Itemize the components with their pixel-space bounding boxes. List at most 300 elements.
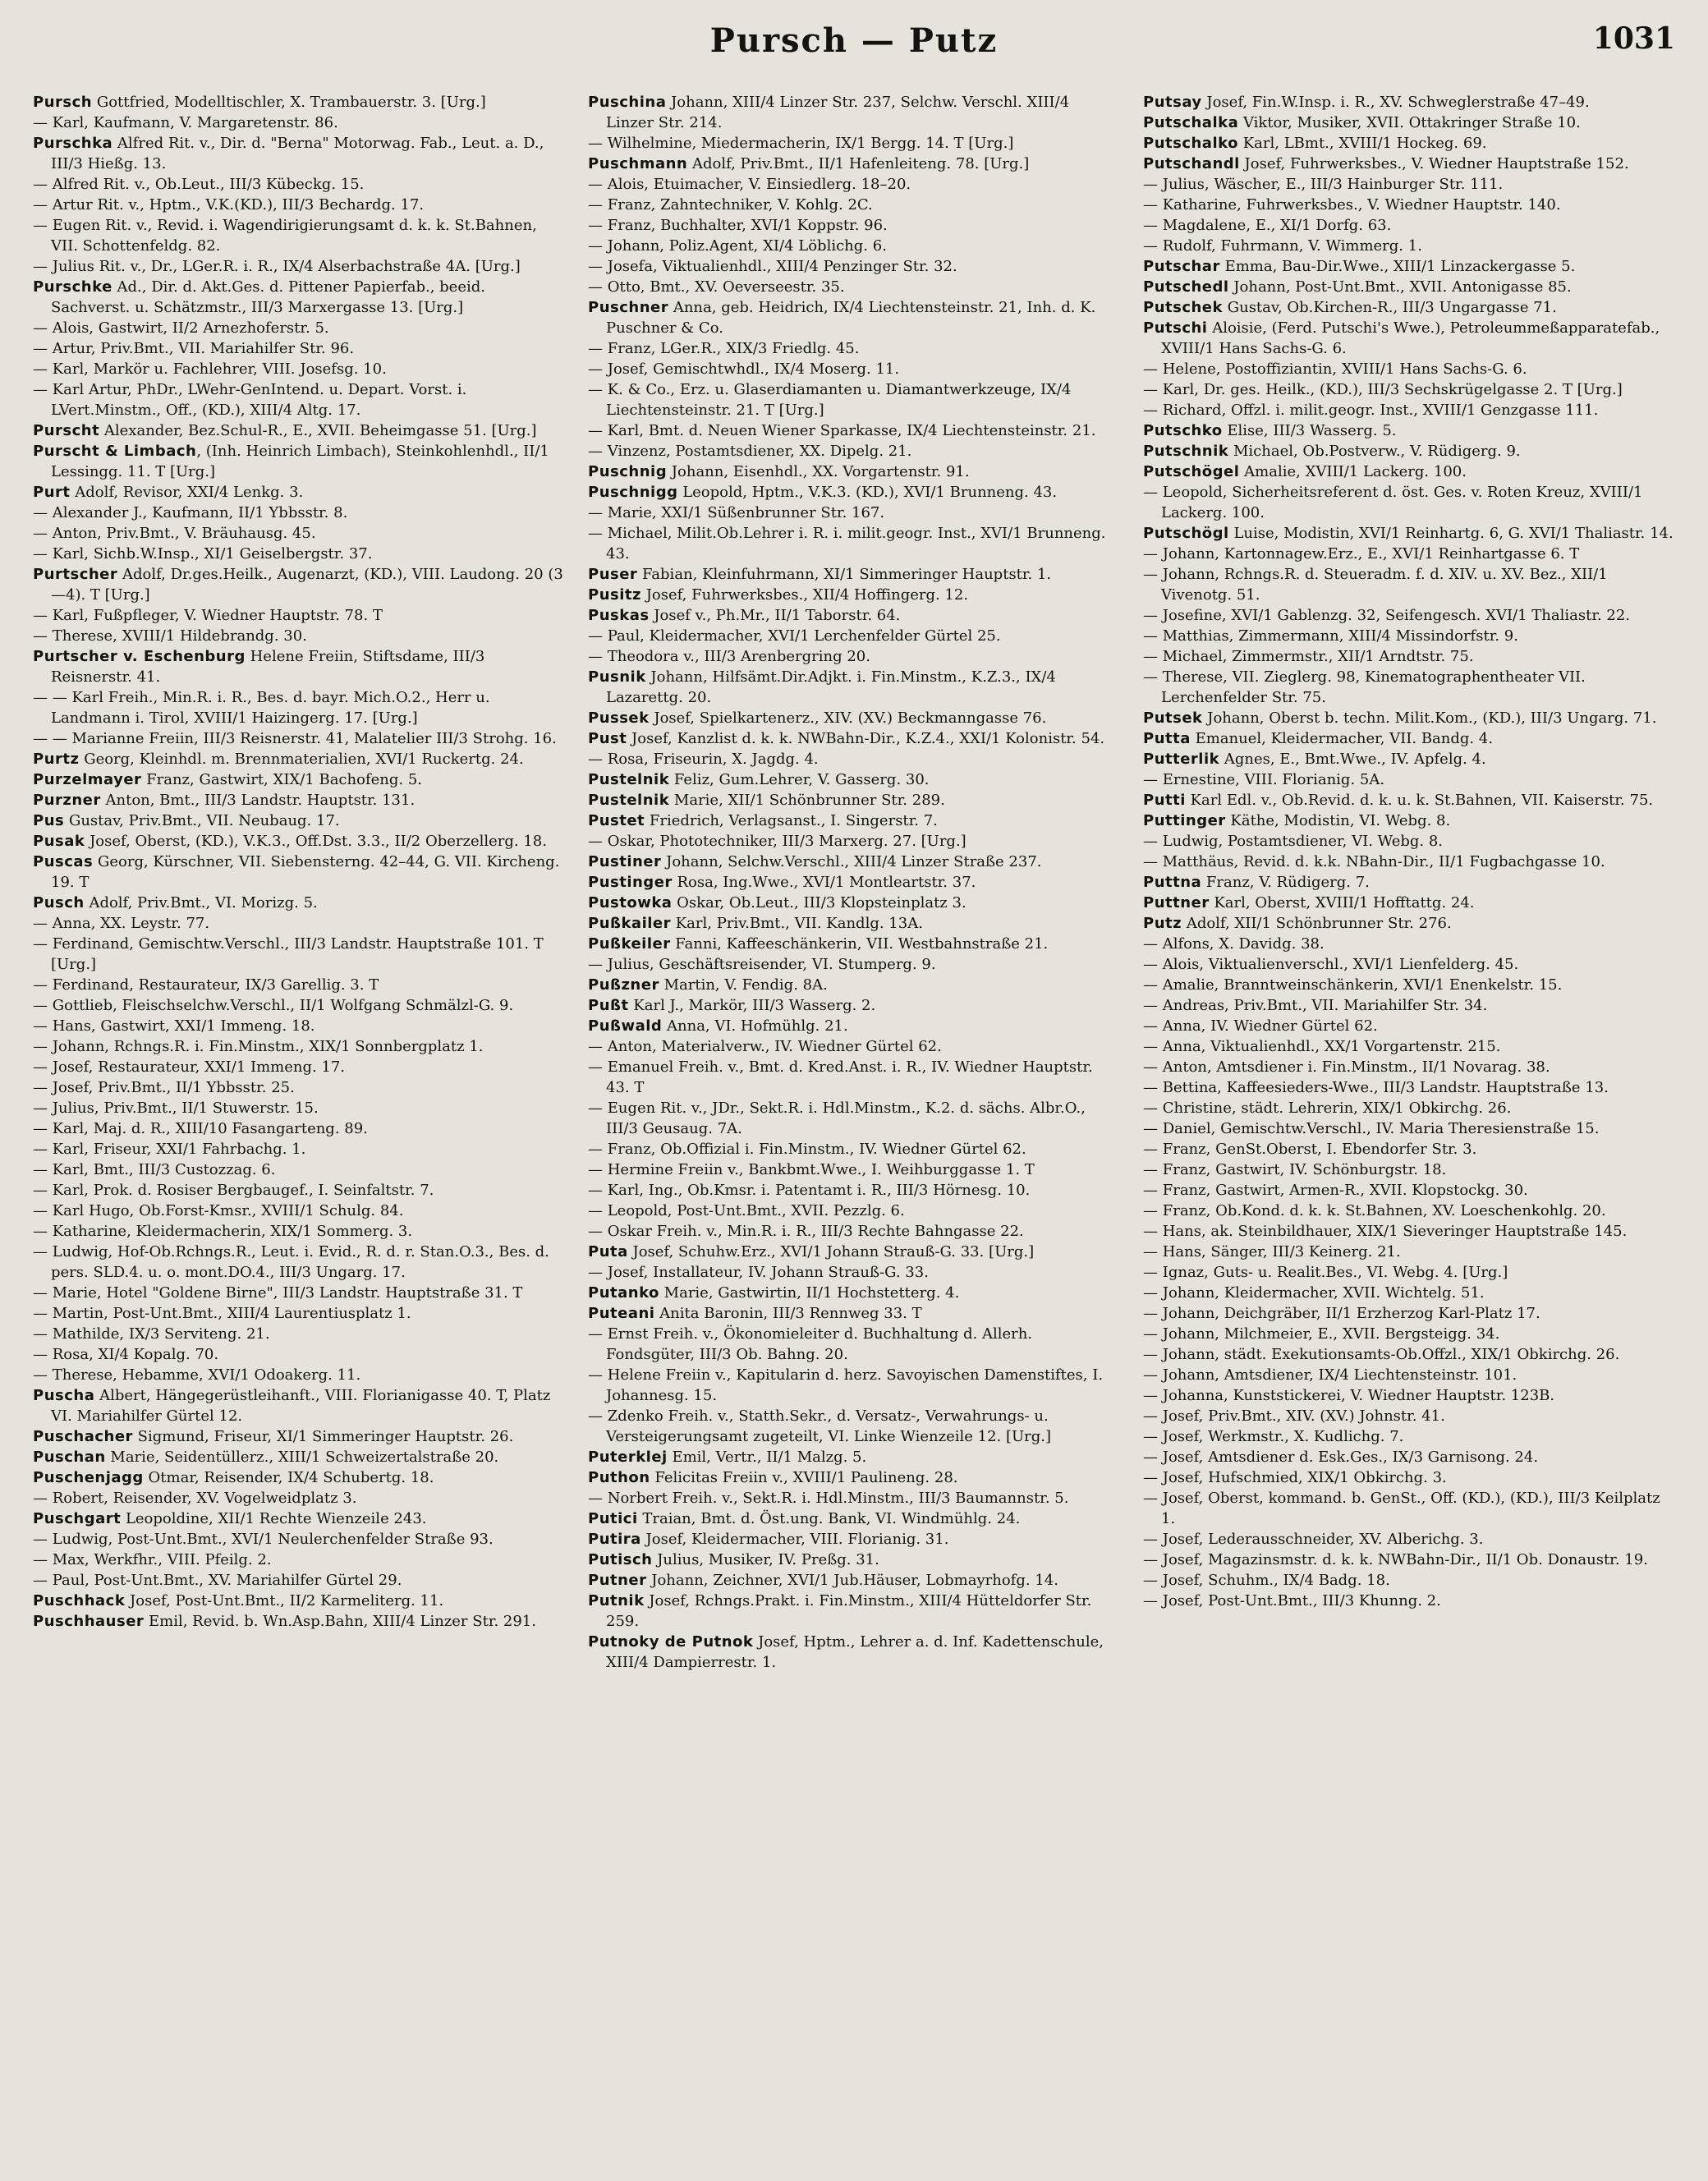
directory-entry — [588, 1406, 1120, 1447]
entry-details: Sigmund, Friseur, XI/1 Simmeringer Hauptstr. 26. — [132, 1428, 514, 1445]
entry-details: — Josef, Installateur, IV. Johann Strauß-G. 33. — [588, 1264, 929, 1281]
directory-entry — [1143, 852, 1675, 872]
entry-surname: Puschhauser — [33, 1613, 145, 1630]
entry-details: Ad., Dir. d. Akt.Ges. d. Pittener Papierfab., beeid. Sachverst. u. Schätzmstr., III/3 Marxergasse 13. [Urg.] — [51, 278, 485, 316]
entry-details: Karl, Priv.Bmt., VII. Kandlg. 13A. — [671, 915, 923, 932]
entry-details: — Ludwig, Postamtsdiener, VI. Webg. 8. — [1143, 833, 1444, 850]
entry-details: — Vinzenz, Postamtsdiener, XX. Dipelg. 21. — [588, 443, 912, 460]
entry-surname: Purzner — [33, 792, 101, 809]
entry-surname: Pusitz — [588, 586, 641, 604]
entry-details: — Josef, Oberst, kommand. b. GenSt., Off. (KD.), (KD.), III/3 Keilplatz 1. — [1143, 1490, 1660, 1527]
entry-surname: Pusak — [33, 833, 85, 850]
entry-details: Josef, Kanzlist d. k. k. NWBahn-Dir., K.Z.4., XXI/1 Kolonistr. 54. — [627, 730, 1105, 747]
directory-entry — [33, 503, 565, 523]
directory-entry — [33, 564, 565, 605]
directory-entry — [1143, 133, 1675, 154]
directory-entry — [1143, 728, 1675, 749]
entry-details: — Matthias, Zimmermann, XIII/4 Missindorfstr. 9. — [1143, 627, 1518, 645]
entry-surname: Pußkailer — [588, 915, 671, 932]
directory-entry — [1143, 1180, 1675, 1201]
entry-surname: Puthon — [588, 1469, 650, 1486]
directory-entry — [588, 995, 1120, 1016]
entry-surname: Puskas — [588, 607, 650, 624]
entry-details: Josef, Fin.W.Insp. i. R., XV. Schweglerstraße 47–49. — [1201, 94, 1590, 111]
entry-surname: Puschan — [33, 1449, 106, 1466]
directory-entry — [588, 605, 1120, 626]
entry-surname: Pustelnik — [588, 792, 670, 809]
entry-details: Josef, Hptm., Lehrer a. d. Inf. Kadettenschule, XIII/4 Dampierrestr. 1. — [606, 1633, 1104, 1671]
directory-entry — [1143, 1591, 1675, 1611]
directory-entry — [1143, 112, 1675, 133]
directory-entry — [1143, 1488, 1675, 1529]
directory-entry — [1143, 523, 1675, 544]
directory-entry — [33, 975, 565, 995]
directory-entry — [588, 831, 1120, 852]
directory-columns — [33, 92, 1675, 2161]
directory-entry — [588, 441, 1120, 461]
entry-details: — Daniel, Gemischtw.Verschl., IV. Maria Theresienstraße 15. — [1143, 1120, 1600, 1137]
entry-details: — Anna, IV. Wiedner Gürtel 62. — [1143, 1017, 1378, 1035]
entry-details: Leopoldine, XII/1 Rechte Wienzeile 243. — [121, 1510, 427, 1527]
entry-details: Anton, Bmt., III/3 Landstr. Hauptstr. 131. — [100, 792, 416, 809]
entry-details: — Amalie, Branntweinschänkerin, XVI/1 Enenkelstr. 15. — [1143, 976, 1563, 994]
directory-entry — [588, 1365, 1120, 1406]
directory-entry — [1143, 1016, 1675, 1036]
entry-details: Rosa, Ing.Wwe., XVI/1 Montleartstr. 37. — [672, 874, 976, 891]
directory-entry — [1143, 297, 1675, 318]
directory-entry — [1143, 1570, 1675, 1591]
entry-details: — Paul, Kleidermacher, XVI/1 Lerchenfelder Gürtel 25. — [588, 627, 1001, 645]
entry-details: — Mathilde, IX/3 Serviteng. 21. — [33, 1325, 270, 1343]
directory-entry — [588, 769, 1120, 790]
entry-surname: Puttinger — [1143, 812, 1226, 829]
directory-entry — [1143, 626, 1675, 646]
entry-surname: Pußkeiler — [588, 935, 671, 953]
entry-details: Karl J., Markör, III/3 Wasserg. 2. — [628, 997, 876, 1014]
directory-entry — [588, 215, 1120, 236]
entry-details: Leopold, Hptm., V.K.3. (KD.), XVI/1 Brunneng. 43. — [677, 484, 1058, 501]
entry-details: — Leopold, Sicherheitsreferent d. öst. Ges. v. Roten Kreuz, XVIII/1 Lackerg. 100. — [1143, 484, 1643, 521]
directory-entry — [588, 503, 1120, 523]
entry-details: — Karl, Kaufmann, V. Margaretenstr. 86. — [33, 114, 338, 131]
entry-details: — Karl, Markör u. Fachlehrer, VIII. Josefsg. 10. — [33, 360, 387, 378]
directory-entry — [588, 893, 1120, 913]
directory-entry — [588, 564, 1120, 585]
directory-entry — [33, 92, 565, 112]
entry-details: — Johann, Milchmeier, E., XVII. Bergsteigg. 34. — [1143, 1325, 1500, 1343]
directory-entry — [588, 133, 1120, 154]
directory-entry — [1143, 913, 1675, 934]
entry-details: — Josef, Priv.Bmt., XIV. (XV.) Johnstr. 41. — [1143, 1407, 1445, 1425]
directory-entry — [33, 1529, 565, 1550]
directory-entry — [1143, 1057, 1675, 1077]
directory-entry — [33, 1385, 565, 1426]
entry-details: Emanuel, Kleidermacher, VII. Bandg. 4. — [1190, 730, 1494, 747]
entry-surname: Putnik — [588, 1592, 645, 1609]
entry-details: , (Inh. Heinrich Limbach), Steinkohlenhdl., II/1 Lessingg. 11. T [Urg.] — [51, 443, 549, 480]
directory-entry — [1143, 1242, 1675, 1262]
entry-details: Adolf, XII/1 Schönbrunner Str. 276. — [1182, 915, 1452, 932]
entry-details: Josef, Kleidermacher, VIII. Florianig. 31. — [640, 1531, 949, 1548]
directory-entry — [33, 1098, 565, 1118]
entry-details: Anita Baronin, III/3 Rennweg 33. T — [654, 1305, 922, 1322]
directory-entry — [588, 708, 1120, 728]
entry-surname: Purscht — [33, 422, 100, 439]
directory-entry — [588, 1159, 1120, 1180]
entry-details: — Bettina, Kaffeesieders-Wwe., III/3 Landstr. Hauptstraße 13. — [1143, 1079, 1609, 1096]
entry-details: Emma, Bau-Dir.Wwe., XIII/1 Linzackergasse 5. — [1219, 258, 1576, 275]
directory-entry — [33, 482, 565, 503]
entry-surname: Putschko — [1143, 422, 1223, 439]
entry-surname: Puta — [588, 1243, 628, 1260]
directory-entry — [33, 893, 565, 913]
entry-details: Agnes, E., Bmt.Wwe., IV. Apfelg. 4. — [1219, 751, 1486, 768]
entry-details: — Andreas, Priv.Bmt., VII. Mariahilfer Str. 34. — [1143, 997, 1488, 1014]
entry-details: — Ferdinand, Gemischtw.Verschl., III/3 Landstr. Hauptstraße 101. T [Urg.] — [33, 935, 544, 973]
entry-details: Emil, Revid. b. Wn.Asp.Bahn, XIII/4 Linzer Str. 291. — [144, 1613, 536, 1630]
directory-entry — [1143, 1324, 1675, 1344]
entry-details: — Marie, Hotel "Goldene Birne", III/3 Landstr. Hauptstraße 31. T — [33, 1284, 523, 1302]
directory-entry — [1143, 420, 1675, 441]
directory-entry — [1143, 400, 1675, 420]
entry-details: Fabian, Kleinfuhrmann, XI/1 Simmeringer Hauptstr. 1. — [637, 566, 1052, 583]
directory-entry — [588, 379, 1120, 420]
entry-surname: Putsay — [1143, 94, 1202, 111]
entry-details: — Hans, Gastwirt, XXI/1 Immeng. 18. — [33, 1017, 315, 1035]
entry-details: — Josef, Lederausschneider, XV. Alberichg. 3. — [1143, 1531, 1484, 1548]
directory-entry — [1143, 790, 1675, 810]
entry-details: — Karl Artur, PhDr., LWehr-GenIntend. u. Depart. Vorst. i. LVert.Minstm., Off., (KD.), XIII/4 Altg. 17. — [33, 381, 467, 419]
entry-surname: Pursch — [33, 94, 93, 111]
directory-entry — [588, 1550, 1120, 1570]
directory-entry — [588, 810, 1120, 831]
directory-entry — [33, 995, 565, 1016]
directory-entry — [33, 1139, 565, 1159]
entry-details: — Eugen Rit. v., Revid. i. Wagendirigierungsamt d. k. k. St.Bahnen, VII. Schottenfeldg. 82. — [33, 217, 537, 255]
directory-entry — [1143, 708, 1675, 728]
directory-entry — [588, 1283, 1120, 1303]
entry-details: Karl, Oberst, XVIII/1 Hofftattg. 24. — [1209, 894, 1475, 911]
entry-surname: Putira — [588, 1531, 641, 1548]
entry-details: — Martin, Post-Unt.Bmt., XIII/4 Laurentiusplatz 1. — [33, 1305, 411, 1322]
directory-entry — [33, 1180, 565, 1201]
entry-details: Johann, Hilfsämt.Dir.Adjkt. i. Fin.Minstm., K.Z.3., IX/4 Lazarettg. 20. — [606, 668, 1056, 706]
entry-surname: Purtscher — [33, 566, 118, 583]
directory-entry — [588, 1201, 1120, 1221]
directory-entry — [33, 1303, 565, 1324]
entry-details: — Johann, Deichgräber, II/1 Erzherzog Karl-Platz 17. — [1143, 1305, 1540, 1322]
entry-details: Adolf, Priv.Bmt., VI. Morizg. 5. — [84, 894, 318, 911]
directory-entry — [1143, 461, 1675, 482]
directory-entry — [1143, 1529, 1675, 1550]
directory-entry — [588, 1324, 1120, 1365]
entry-details: — Artur, Priv.Bmt., VII. Mariahilfer Str. 96. — [33, 340, 355, 357]
entry-details: Adolf, Revisor, XXI/4 Lenkg. 3. — [70, 484, 304, 501]
entry-details: — Alfred Rit. v., Ob.Leut., III/3 Kübeckg. 15. — [33, 176, 365, 193]
entry-details: — Alois, Viktualienverschl., XVI/1 Lienfelderg. 45. — [1143, 956, 1519, 973]
directory-entry — [588, 749, 1120, 769]
entry-surname: Pußzner — [588, 976, 659, 994]
entry-details: Marie, XII/1 Schönbrunner Str. 289. — [669, 792, 945, 809]
column-right — [1143, 92, 1675, 2161]
directory-entry — [33, 420, 565, 441]
entry-details: — Karl, Ing., Ob.Kmsr. i. Patentamt i. R., III/3 Hörnesg. 10. — [588, 1182, 1031, 1199]
entry-details: Oskar, Ob.Leut., III/3 Klopsteinplatz 3. — [672, 894, 966, 911]
entry-details: Adolf, Dr.ges.Heilk., Augenarzt, (KD.), VIII. Laudong. 20 (3—4). T [Urg.] — [51, 566, 563, 604]
page-title: Pursch — Putz — [709, 21, 999, 60]
entry-surname: Puschner — [588, 299, 669, 316]
entry-details: — Karl, Fußpfleger, V. Wiedner Hauptstr. 78. T — [33, 607, 383, 624]
entry-details: — Josef, Schuhm., IX/4 Badg. 18. — [1143, 1572, 1390, 1589]
entry-details: — Franz, LGer.R., XIX/3 Friedlg. 45. — [588, 340, 860, 357]
entry-details: Josef, Schuhw.Erz., XVI/1 Johann Strauß-G. 33. [Urg.] — [627, 1243, 1035, 1260]
entry-details: — Ferdinand, Restaurateur, IX/3 Garellig. 3. T — [33, 976, 379, 994]
entry-surname: Puschenjagg — [33, 1469, 144, 1486]
directory-entry — [588, 1139, 1120, 1159]
directory-entry — [588, 790, 1120, 810]
entry-details: — Otto, Bmt., XV. Oeverseestr. 35. — [588, 278, 845, 296]
directory-entry — [1143, 379, 1675, 400]
directory-entry — [33, 913, 565, 934]
entry-details: Gustav, Ob.Kirchen-R., III/3 Ungargasse 71. — [1223, 299, 1557, 316]
directory-entry — [33, 359, 565, 379]
directory-entry — [588, 359, 1120, 379]
entry-details: Marie, Gastwirtin, II/1 Hochstetterg. 4. — [659, 1284, 960, 1302]
entry-surname: Pusch — [33, 894, 85, 911]
entry-details: — Johanna, Kunststickerei, V. Wiedner Hauptstr. 123B. — [1143, 1387, 1555, 1404]
directory-entry — [33, 1057, 565, 1077]
directory-entry — [588, 585, 1120, 605]
directory-entry — [588, 1016, 1120, 1036]
entry-surname: Putschedl — [1143, 278, 1229, 296]
entry-surname: Pussek — [588, 709, 650, 727]
entry-surname: Putanko — [588, 1284, 659, 1302]
directory-entry — [33, 728, 565, 749]
entry-details: Martin, V. Fendig. 8A. — [659, 976, 828, 994]
entry-details: — Karl, Sichb.W.Insp., XI/1 Geiselbergstr. 37. — [33, 545, 373, 562]
entry-details: — Zdenko Freih. v., Statth.Sekr., d. Versatz-, Verwahrungs- u. Versteigerungsamt zugeteilt, VI. Linke Wienzeile 12. [Urg.] — [588, 1407, 1052, 1445]
entry-details: Michael, Ob.Postverw., V. Rüdigerg. 9. — [1228, 443, 1521, 460]
directory-entry — [588, 1036, 1120, 1057]
entry-details: — Julius, Geschäftsreisender, VI. Stumperg. 9. — [588, 956, 936, 973]
directory-entry — [588, 1242, 1120, 1262]
directory-entry — [588, 1467, 1120, 1488]
directory-entry — [588, 852, 1120, 872]
directory-entry — [33, 133, 565, 174]
entry-surname: Purtz — [33, 751, 80, 768]
entry-details: — Ignaz, Guts- u. Realit.Bes., VI. Webg. 4. [Urg.] — [1143, 1264, 1508, 1281]
directory-entry — [588, 277, 1120, 297]
directory-entry — [33, 277, 565, 318]
entry-details: Anna, VI. Hofmühlg. 21. — [662, 1017, 848, 1035]
entry-details: — Helene, Postoffiziantin, XVIII/1 Hans Sachs-G. 6. — [1143, 360, 1527, 378]
entry-details: Elise, III/3 Wasserg. 5. — [1222, 422, 1397, 439]
directory-entry — [588, 975, 1120, 995]
entry-surname: Putschalko — [1143, 135, 1238, 152]
entry-details: — Marie, XXI/1 Süßenbrunner Str. 167. — [588, 504, 885, 521]
entry-surname: Pußt — [588, 997, 629, 1014]
directory-entry — [1143, 1036, 1675, 1057]
directory-entry — [33, 318, 565, 338]
directory-entry — [588, 482, 1120, 503]
entry-surname: Pust — [588, 730, 627, 747]
directory-entry — [588, 338, 1120, 359]
directory-entry — [33, 1118, 565, 1139]
entry-surname: Puschnigg — [588, 484, 678, 501]
entry-surname: Puscas — [33, 853, 94, 870]
entry-surname: Pustet — [588, 812, 645, 829]
entry-details: — Karl Hugo, Ob.Forst-Kmsr., XVIII/1 Schulg. 84. — [33, 1202, 404, 1219]
entry-details: — Karl, Dr. ges. Heilk., (KD.), III/3 Sechskrügelgasse 2. T [Urg.] — [1143, 381, 1623, 398]
entry-surname: Puschhack — [33, 1592, 126, 1609]
entry-details: — Eugen Rit. v., JDr., Sekt.R. i. Hdl.Minstm., K.2. d. sächs. Albr.O., III/3 Geusaug. 7A. — [588, 1100, 1086, 1137]
directory-entry — [1143, 934, 1675, 954]
entry-details: — Josef, Magazinsmstr. d. k. k. NWBahn-Dir., II/1 Ob. Donaustr. 19. — [1143, 1551, 1648, 1568]
directory-entry — [33, 1159, 565, 1180]
directory-entry — [1143, 667, 1675, 708]
directory-entry — [33, 1611, 565, 1632]
directory-entry — [33, 626, 565, 646]
entry-details: — Karl, Friseur, XXI/1 Fahrbachg. 1. — [33, 1141, 306, 1158]
entry-surname: Puschgart — [33, 1510, 122, 1527]
directory-entry — [1143, 1467, 1675, 1488]
entry-details: Emil, Vertr., II/1 Malzg. 5. — [667, 1449, 867, 1466]
entry-details: — Alois, Gastwirt, II/2 Arnezhoferstr. 5. — [33, 319, 329, 337]
directory-entry — [33, 934, 565, 975]
entry-surname: Pustelnik — [588, 771, 670, 788]
entry-details: — Franz, Ob.Kond. d. k. k. St.Bahnen, XV. Loeschenkohlg. 20. — [1143, 1202, 1606, 1219]
entry-details: — — Marianne Freiin, III/3 Reisnerstr. 41, Malatelier III/3 Strohg. 16. — [33, 730, 557, 747]
directory-entry — [33, 112, 565, 133]
directory-entry — [1143, 544, 1675, 564]
entry-details: Felicitas Freiin v., XVIII/1 Paulineng. 28. — [650, 1469, 958, 1486]
entry-details: Franz, V. Rüdigerg. 7. — [1201, 874, 1370, 891]
entry-details: Luise, Modistin, XVI/1 Reinhartg. 6, G. XVI/1 Thaliastr. 14. — [1228, 525, 1674, 542]
directory-entry — [1143, 1262, 1675, 1283]
directory-entry — [1143, 564, 1675, 605]
entry-details: — Hans, ak. Steinbildhauer, XIX/1 Sieveringer Hauptstraße 145. — [1143, 1223, 1628, 1240]
entry-surname: Putschögel — [1143, 463, 1240, 480]
directory-entry — [33, 1447, 565, 1467]
entry-details: — Matthäus, Revid. d. k.k. NBahn-Dir., II/1 Fugbachgasse 10. — [1143, 853, 1605, 870]
directory-entry — [588, 646, 1120, 667]
entry-surname: Puser — [588, 566, 638, 583]
entry-details: Anna, geb. Heidrich, IX/4 Liechtensteinstr. 21, Inh. d. K. Puschner & Co. — [606, 299, 1096, 337]
directory-entry — [1143, 1344, 1675, 1365]
entry-details: — Michael, Milit.Ob.Lehrer i. R. i. milit.geogr. Inst., XVI/1 Brunneng. 43. — [588, 525, 1106, 562]
entry-details: — Therese, VII. Zieglerg. 98, Kinematographentheater VII. Lerchenfelder Str. 75. — [1143, 668, 1586, 706]
directory-entry — [588, 1632, 1120, 1673]
entry-details: — Josef, Restaurateur, XXI/1 Immeng. 17. — [33, 1058, 346, 1076]
directory-entry — [1143, 1365, 1675, 1385]
directory-entry — [1143, 154, 1675, 174]
directory-entry — [588, 1057, 1120, 1098]
directory-entry — [33, 1570, 565, 1591]
entry-details: Alexander, Bez.Schul-R., E., XVII. Beheimgasse 51. [Urg.] — [99, 422, 537, 439]
directory-entry — [1143, 831, 1675, 852]
entry-details: — Wilhelmine, Miedermacherin, IX/1 Bergg. 14. T [Urg.] — [588, 135, 1014, 152]
entry-surname: Pustinger — [588, 874, 673, 891]
entry-surname: Purt — [33, 484, 71, 501]
entry-details: Friedrich, Verlagsanst., I. Singerstr. 7. — [645, 812, 938, 829]
directory-entry — [1143, 810, 1675, 831]
directory-entry — [33, 523, 565, 544]
directory-entry — [1143, 646, 1675, 667]
directory-entry — [33, 215, 565, 256]
directory-entry — [33, 749, 565, 769]
directory-entry — [1143, 975, 1675, 995]
entry-details: — Hans, Sänger, III/3 Keinerg. 21. — [1143, 1243, 1401, 1260]
directory-entry — [588, 461, 1120, 482]
entry-surname: Pusnik — [588, 668, 646, 686]
directory-entry — [1143, 1426, 1675, 1447]
entry-details: — Oskar, Phototechniker, III/3 Marxerg. 27. [Urg.] — [588, 833, 966, 850]
entry-details: Franz, Gastwirt, XIX/1 Bachofeng. 5. — [141, 771, 422, 788]
directory-entry — [588, 1098, 1120, 1139]
directory-entry — [33, 1077, 565, 1098]
directory-entry — [33, 831, 565, 852]
directory-entry — [588, 1488, 1120, 1508]
directory-entry — [1143, 318, 1675, 359]
entry-details: — Johann, Kartonnagew.Erz., E., XVI/1 Reinhartgasse 6. T — [1143, 545, 1580, 562]
directory-entry — [33, 1591, 565, 1611]
entry-details: — Karl, Prok. d. Rosiser Bergbaugef., I. Seinfaltstr. 7. — [33, 1182, 434, 1199]
entry-details: Johann, Zeichner, XVI/1 Jub.Häuser, Lobmayrhofg. 14. — [646, 1572, 1058, 1589]
entry-details: — K. & Co., Erz. u. Glaserdiamanten u. Diamantwerkzeuge, IX/4 Liechtensteinstr. 21. T [Urg.] — [588, 381, 1072, 419]
entry-details: — Julius, Priv.Bmt., II/1 Stuwerstr. 15. — [33, 1100, 319, 1117]
directory-entry — [588, 1570, 1120, 1591]
entry-details: — Franz, Zahntechniker, V. Kohlg. 2C. — [588, 196, 873, 214]
directory-entry — [1143, 1139, 1675, 1159]
directory-entry — [33, 1016, 565, 1036]
directory-entry — [33, 195, 565, 215]
directory-entry — [33, 852, 565, 893]
entry-details: — Magdalene, E., XI/1 Dorfg. 63. — [1143, 217, 1392, 234]
entry-details: — Anna, XX. Leystr. 77. — [33, 915, 210, 932]
entry-details: Julius, Musiker, IV. Preßg. 31. — [652, 1551, 879, 1568]
entry-details: — Alfons, X. Davidg. 38. — [1143, 935, 1325, 953]
directory-entry — [1143, 195, 1675, 215]
directory-entry — [33, 256, 565, 277]
entry-details: — Julius, Wäscher, E., III/3 Hainburger Str. 111. — [1143, 176, 1504, 193]
directory-entry — [1143, 1077, 1675, 1098]
directory-entry — [588, 1447, 1120, 1467]
directory-entry — [33, 1488, 565, 1508]
directory-entry — [1143, 1283, 1675, 1303]
entry-details: — Julius Rit. v., Dr., LGer.R. i. R., IX/4 Alserbachstraße 4A. [Urg.] — [33, 258, 521, 275]
directory-entry — [588, 195, 1120, 215]
entry-details: Johann, XIII/4 Linzer Str. 237, Selchw. Verschl. XIII/4 Linzer Str. 214. — [606, 94, 1070, 131]
entry-details: Fanni, Kaffeeschänkerin, VII. Westbahnstraße 21. — [670, 935, 1049, 953]
directory-entry — [1143, 769, 1675, 790]
entry-surname: Putschek — [1143, 299, 1223, 316]
entry-surname: Putnoky de Putnok — [588, 1633, 754, 1651]
entry-details: Georg, Kleinhdl. m. Brennmaterialien, XVI/1 Ruckertg. 24. — [79, 751, 524, 768]
entry-details: Helene Freiin, Stiftsdame, III/3 Reisnerstr. 41. — [51, 648, 485, 686]
directory-entry — [1143, 1098, 1675, 1118]
entry-details: Gottfried, Modelltischler, X. Trambauerstr. 3. [Urg.] — [92, 94, 486, 111]
entry-details: — Karl, Bmt., III/3 Custozzag. 6. — [33, 1161, 276, 1178]
directory-entry — [588, 174, 1120, 195]
directory-entry — [588, 934, 1120, 954]
entry-details: — Christine, städt. Lehrerin, XIX/1 Obkirchg. 26. — [1143, 1100, 1512, 1117]
directory-entry — [1143, 605, 1675, 626]
entry-surname: Putz — [1143, 915, 1182, 932]
entry-surname: Putschar — [1143, 258, 1220, 275]
entry-details: Georg, Kürschner, VII. Siebensterng. 42–44, G. VII. Kircheng. 19. T — [51, 853, 560, 891]
page-number: 1031 — [1592, 21, 1675, 56]
entry-details: — Norbert Freih. v., Sekt.R. i. Hdl.Minstm., III/3 Baumannstr. 5. — [588, 1490, 1069, 1507]
